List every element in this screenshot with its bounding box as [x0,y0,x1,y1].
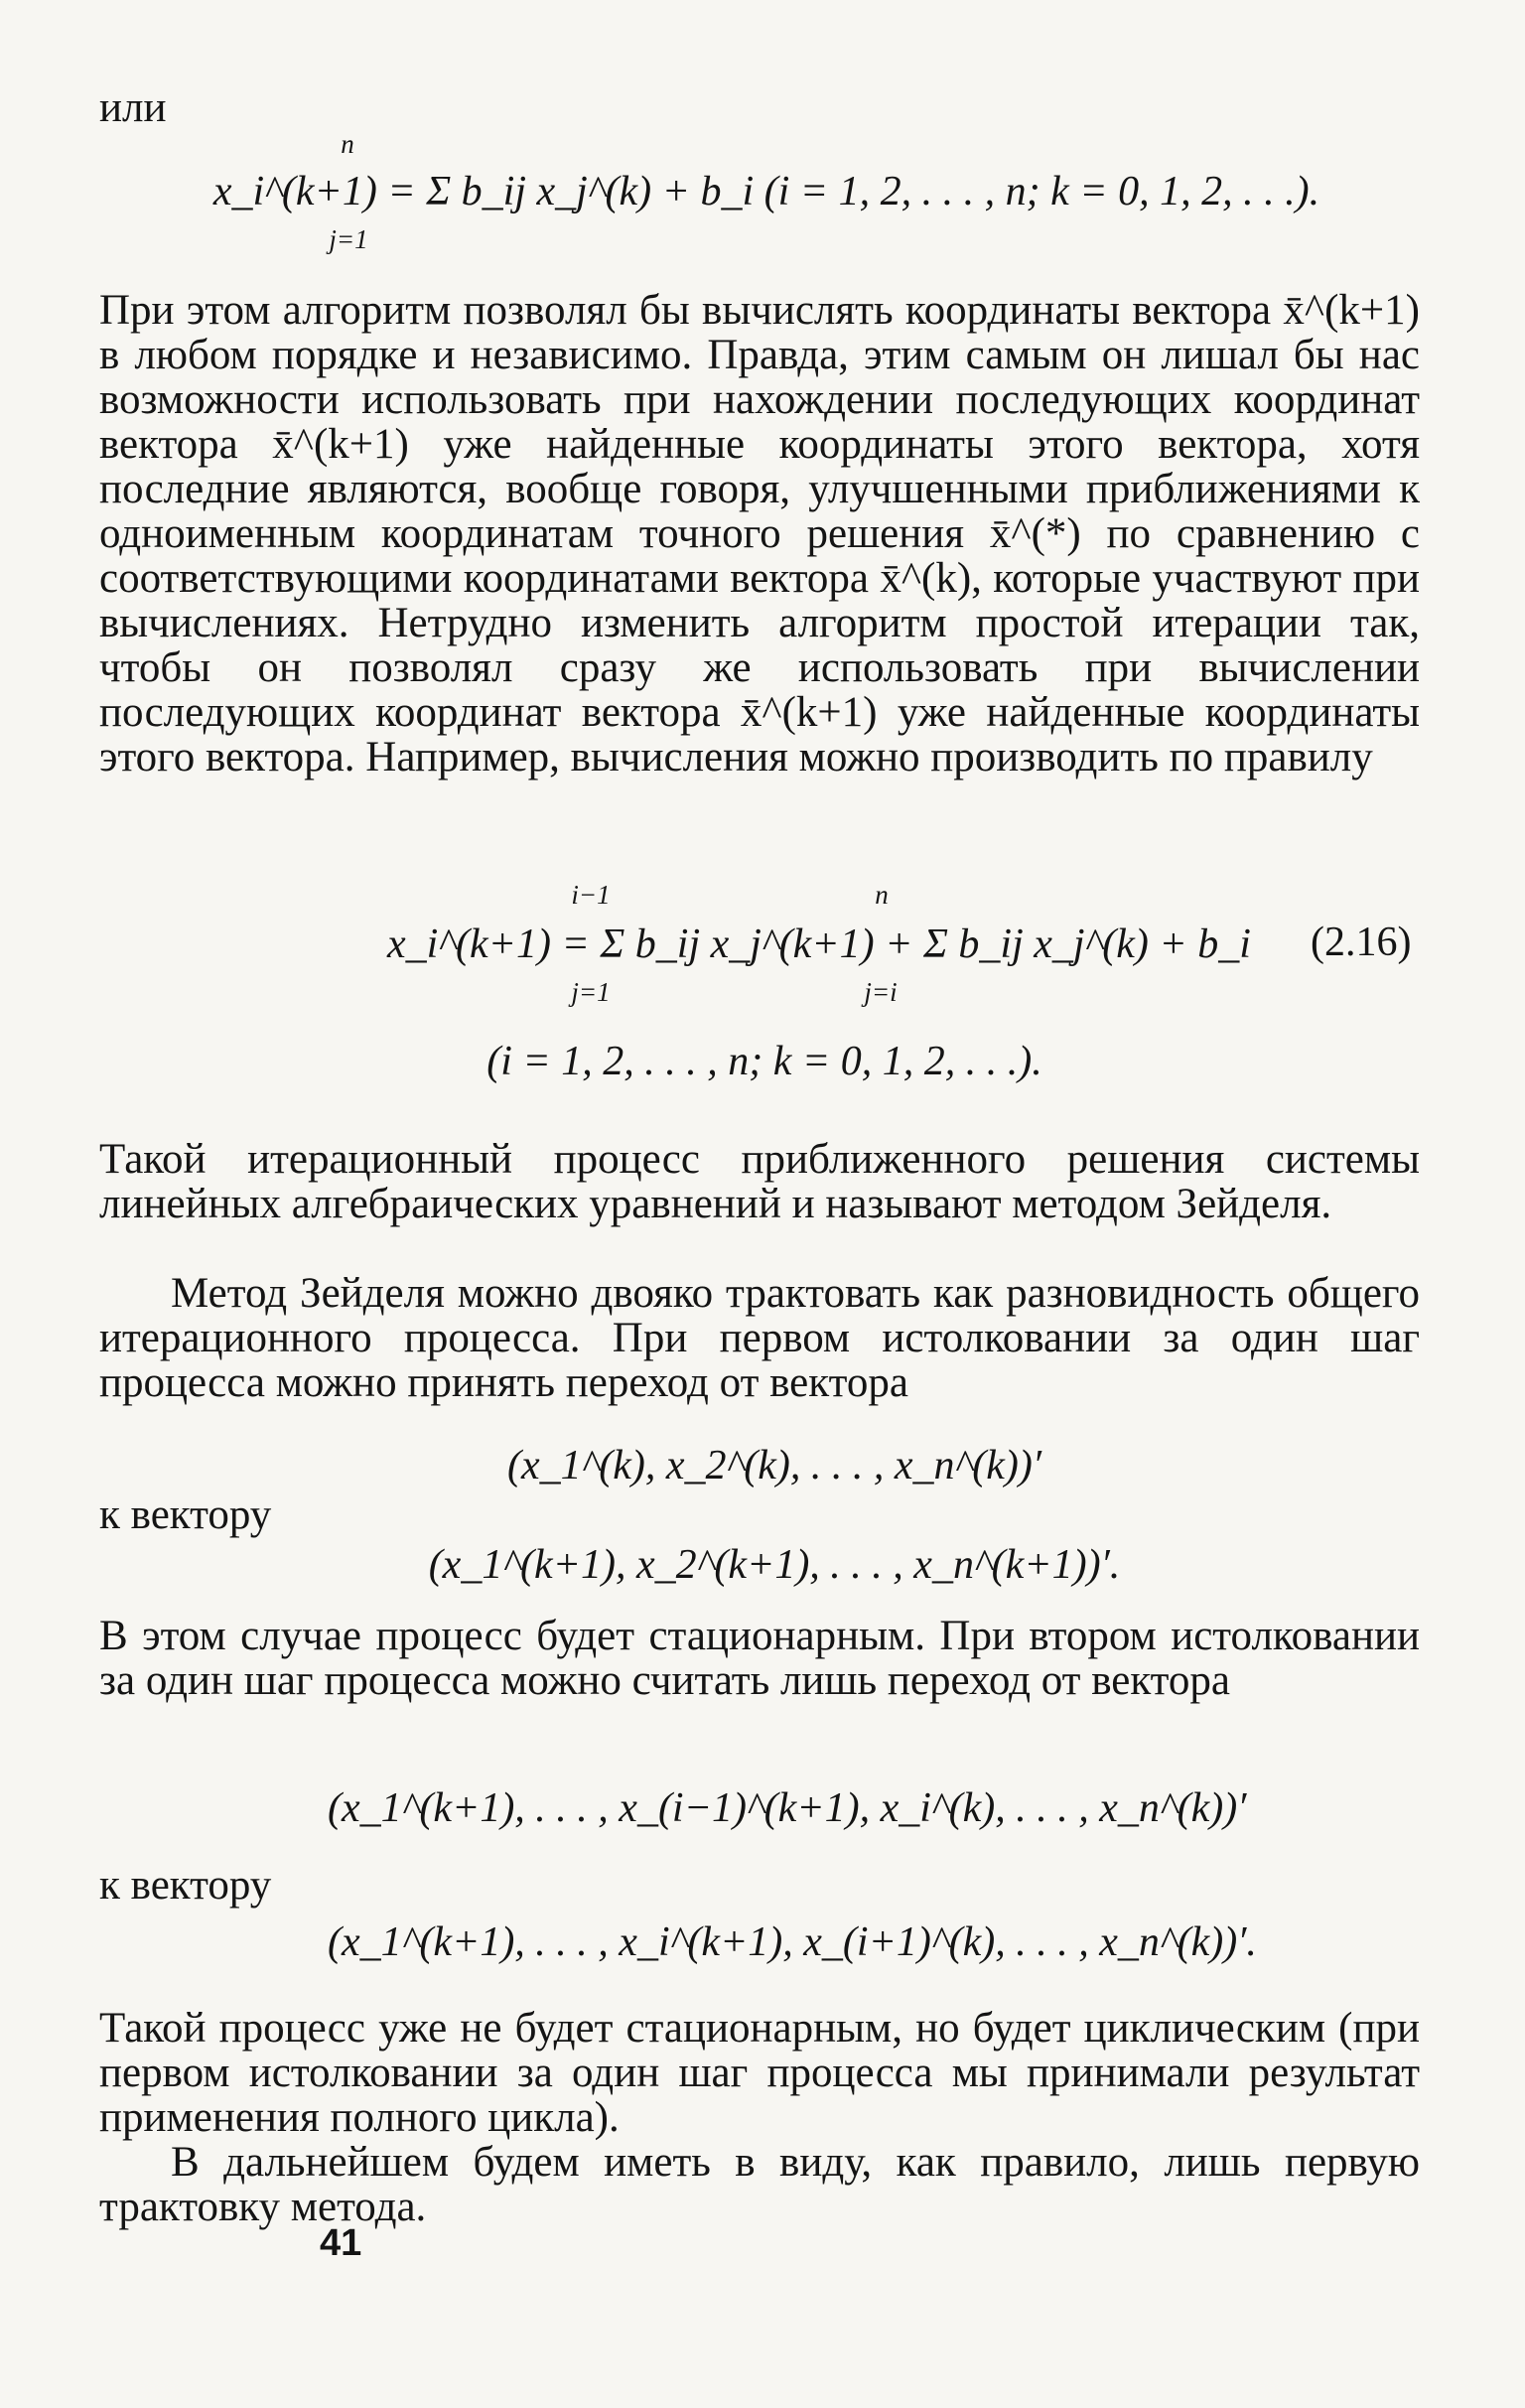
formula-2-range: (i = 1, 2, . . . , n; k = 0, 1, 2, . . .). [486,1039,1042,1084]
formula-1-sum-upper-limit: n [341,129,354,159]
vector-3: (x_1^(k+1), . . . , x_(i−1)^(k+1), x_i^(k), . . . , x_n^(k))′ [328,1785,1247,1831]
formula-2-sum2-upper-limit: n [875,880,889,910]
paragraph-3: Метод Зейделя можно двояко трактовать как разновидность общего итерационного процесса. При первом истолковании за один шаг процесса можно принять переход от вектора [99,1270,1420,1406]
vector-1: (x_1^(k), x_2^(k), . . . , x_n^(k))′ [506,1443,1042,1488]
formula-2-sum2-lower-limit: j=i [864,977,898,1007]
label-to-vector-1: к вектору [99,1491,272,1538]
formula-1-sum-lower-limit: j=1 [329,224,368,254]
vector-2: (x_1^(k+1), x_2^(k+1), . . . , x_n^(k+1))′. [428,1542,1121,1588]
paragraph-1: При этом алгоритм позволял бы вычислять координаты вектора x̄^(k+1) в любом порядке и независимо. Правда, этим самым он лишал бы нас возможности использовать при нахождении последующих координат вектора x̄^(k+1) уже найденные координаты этого вектора, хотя последние являются, вообще говоря, улучшенными приближениями к одноименным координатам точного решения x̄^(*) по сравнению с соответствующими координатами вектора x̄^(k), которые участвуют при вычислениях. Нетрудно изменить алгоритм простой итерации так, чтобы он позволял сразу же использовать при вычислении последующих координат вектора x̄^(k+1) уже найденные координаты этого вектора. Например, вычисления можно производить по правилу [99,287,1420,780]
paragraph-4: В этом случае процесс будет стационарным. При втором истолковании за один шаг процесса можно считать лишь переход от вектора [99,1613,1420,1704]
formula-1: x_i^(k+1) = Σ b_ij x_j^(k) + b_i (i = 1, 2, . . . , n; k = 0, 1, 2, . . .). [212,169,1320,214]
word-or: или [99,84,167,131]
formula-2-sum1-upper-limit: i−1 [571,880,611,910]
vector-4: (x_1^(k+1), . . . , x_i^(k+1), x_(i+1)^(k), . . . , x_n^(k))′. [328,1919,1257,1965]
paragraph-6: В дальнейшем будем иметь в виду, как правило, лишь первую трактовку метода. [99,2139,1420,2230]
formula-2-sum1-lower-limit: j=1 [571,977,611,1007]
label-to-vector-2: к вектору [99,1862,272,1909]
equation-number: (2.16) [1311,920,1412,965]
paragraph-2: Такой итерационный процесс приближенного решения системы линейных алгебраических уравнений и называют методом Зейделя. [99,1136,1420,1227]
formula-2: x_i^(k+1) = Σ b_ij x_j^(k+1) + Σ b_ij x_j^(k) + b_i [387,921,1251,967]
paragraph-5: Такой процесс уже не будет стационарным, но будет циклическим (при первом истолковании за один шаг процесса мы принимали результат применения полного цикла). [99,2005,1420,2141]
page-number: 41 [320,2222,362,2264]
